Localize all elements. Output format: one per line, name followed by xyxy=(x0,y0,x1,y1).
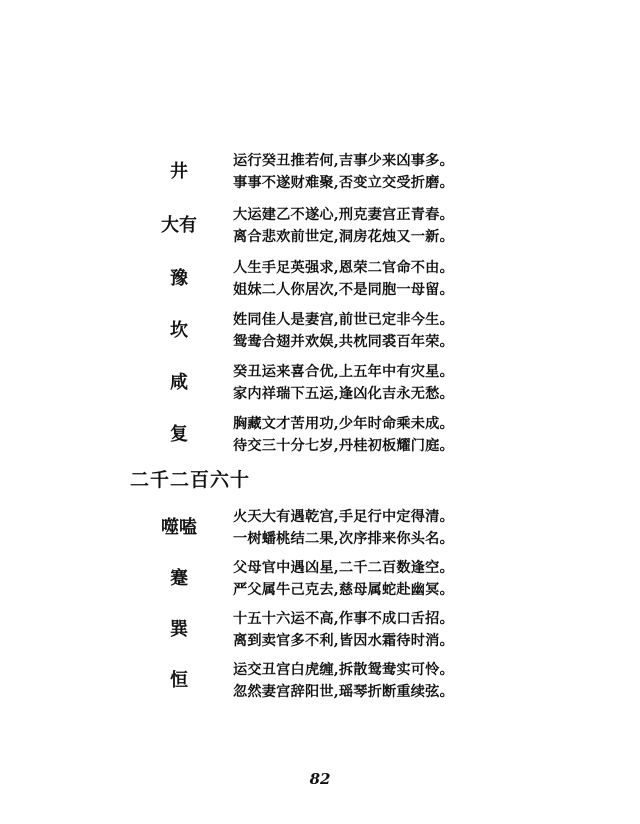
verse-text xyxy=(233,659,454,703)
verse-line: 姓同佳人是妻宫,前世已定非今生。 xyxy=(233,312,454,328)
hexagram-name: 噬嗑 xyxy=(161,517,197,538)
verse-line: 父母官中遇凶星,二千二百数逢空。 xyxy=(233,560,454,576)
verse-entry xyxy=(0,150,640,194)
verse-entry xyxy=(0,608,640,652)
verse-entry xyxy=(0,659,640,703)
verse-line: 运交丑宫白虎缠,拆散鸳鸯实可怜。 xyxy=(233,662,454,678)
hexagram-name: 蹇 xyxy=(170,568,188,589)
verse-entry xyxy=(0,361,640,405)
hexagram-name: 恒 xyxy=(170,670,188,691)
verse-line: 癸丑运来喜合优,上五年中有灾星。 xyxy=(233,364,454,380)
verse-line: 运行癸丑推若何,吉事少来凶事多。 xyxy=(233,153,454,169)
hexagram-name: 巽 xyxy=(170,619,188,640)
verse-line: 严父属牛己克去,慈母属蛇赴幽冥。 xyxy=(233,582,454,598)
verse-text xyxy=(233,150,454,194)
verse-line: 事事不遂财难聚,否变立交受折磨。 xyxy=(233,175,454,191)
verse-line: 大运建乙不遂心,刑克妻宫正青春。 xyxy=(233,207,454,223)
verse-line: 胸藏文才苦用功,少年时命乘未成。 xyxy=(233,416,454,432)
verse-text xyxy=(233,361,454,405)
verse-line: 家内祥瑞下五运,逢凶化吉永无愁。 xyxy=(233,386,454,402)
hexagram-name: 坎 xyxy=(170,320,188,341)
hexagram-name: 豫 xyxy=(170,268,188,289)
verse-text xyxy=(233,506,454,550)
verse-line: 十五十六运不高,作事不成口舌招。 xyxy=(233,611,454,627)
verse-line: 人生手足英强求,恩荣二官命不由。 xyxy=(233,260,454,276)
verse-line: 离合悲欢前世定,洞房花烛又一新。 xyxy=(233,229,454,245)
verse-line: 离到卖官多不利,皆因水霜待时消。 xyxy=(233,633,454,649)
verse-text xyxy=(233,608,454,652)
verse-text xyxy=(233,257,454,301)
verse-text xyxy=(233,557,454,601)
verse-text xyxy=(233,204,454,248)
verse-line: 一树蟠桃结二果,次序排来你头名。 xyxy=(233,531,454,547)
verse-entry xyxy=(0,557,640,601)
verse-line: 鸳鸯合翅并欢娱,共枕同裘百年荣。 xyxy=(233,334,454,350)
hexagram-name: 复 xyxy=(170,424,188,445)
page-number: 82 xyxy=(309,770,331,788)
verse-line: 火天大有遇乾宫,手足行中定得清。 xyxy=(233,509,454,525)
verse-entry xyxy=(0,506,640,550)
verse-entry xyxy=(0,257,640,301)
hexagram-name: 井 xyxy=(170,161,188,182)
hexagram-name: 咸 xyxy=(170,372,188,393)
verse-line: 姐妹二人你居次,不是同胞一母留。 xyxy=(233,282,454,298)
verse-entry xyxy=(0,309,640,353)
section-heading: 二千二百六十 xyxy=(130,469,251,491)
hexagram-name: 大有 xyxy=(161,215,197,236)
verse-entry xyxy=(0,204,640,248)
verse-line: 忽然妻宫辞阳世,瑶琴折断重续弦。 xyxy=(233,684,454,700)
verse-entry xyxy=(0,413,640,457)
verse-text xyxy=(233,413,454,457)
verse-text xyxy=(233,309,454,353)
verse-line: 待交三十分七岁,丹桂初板耀门庭。 xyxy=(233,438,454,454)
